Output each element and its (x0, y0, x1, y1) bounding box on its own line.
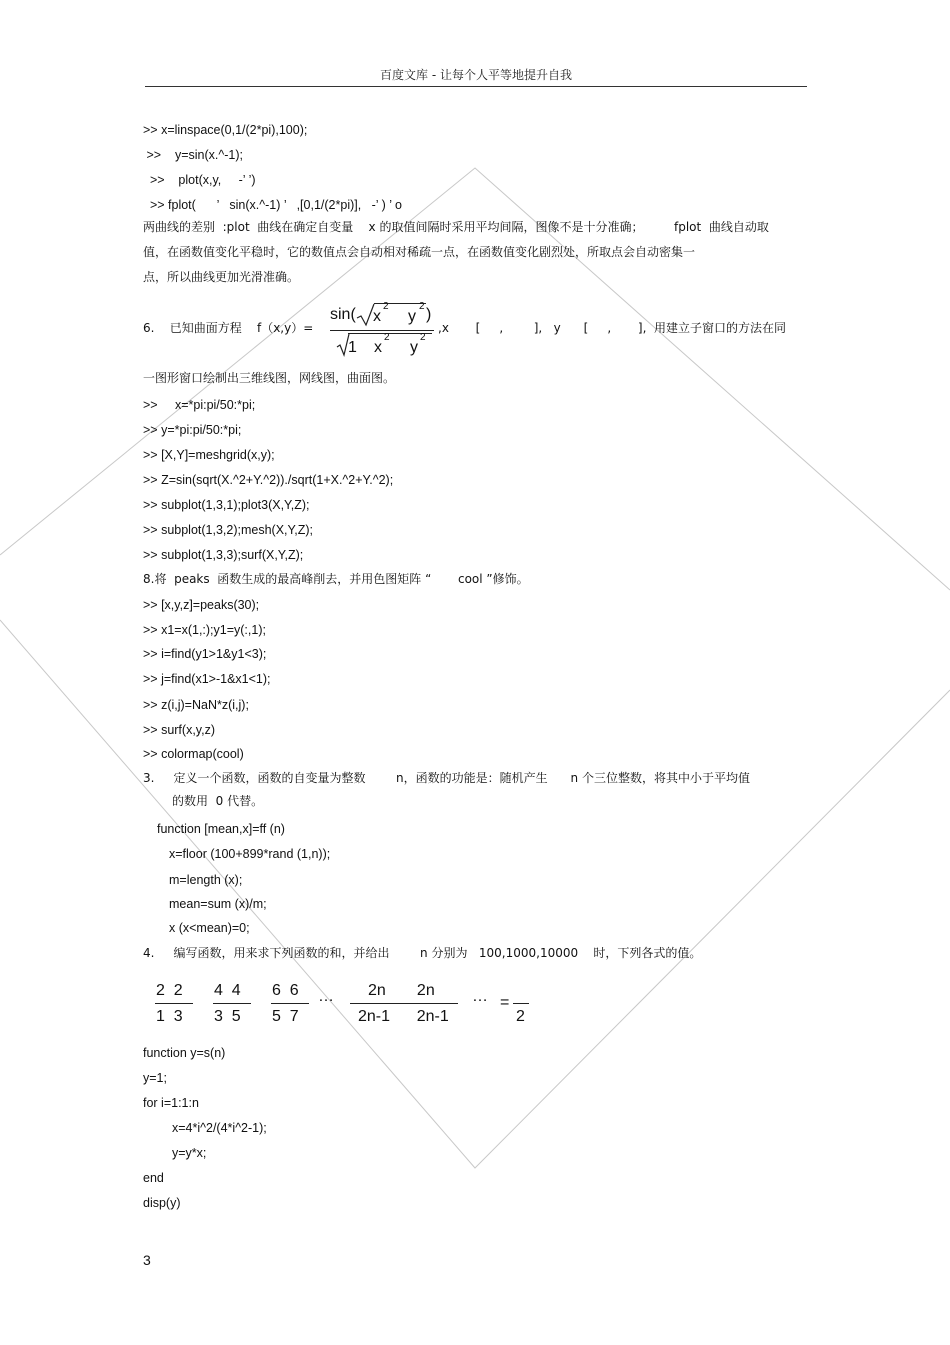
code-line: for i=1:1:n (143, 1096, 199, 1110)
code-line: >> Z=sin(sqrt(X.^2+Y.^2))./sqrt(1+X.^2+Y.^2); (143, 473, 394, 487)
header-rule (145, 86, 807, 87)
code-line: >> x=*pi:pi/50:*pi; (143, 398, 256, 412)
formula-y: y (408, 308, 416, 325)
code-line: function [mean,x]=ff (n) (157, 822, 285, 836)
code-line: disp(y) (143, 1196, 181, 1210)
fraction-numerator: 4 4 (214, 982, 241, 999)
fraction-bar (350, 1003, 458, 1004)
ellipsis: … (318, 988, 334, 1005)
problem-3-title-cont: 的数用 0 代替。 (172, 794, 264, 808)
code-line: >> [x,y,z]=peaks(30); (143, 598, 260, 612)
code-line: >> y=sin(x.^-1); (143, 148, 243, 162)
fraction-bar (330, 330, 434, 331)
code-line: >> subplot(1,3,2);mesh(X,Y,Z); (143, 523, 313, 537)
code-line: mean=sum (x)/m; (169, 897, 267, 911)
problem-6-line2: 一图形窗口绘制出三维线图，网线图，曲面图。 (143, 371, 396, 385)
formula-close-paren: ) (426, 306, 432, 323)
code-line: >> surf(x,y,z) (143, 723, 216, 737)
code-line: x=floor (100+899*rand (1,n)); (169, 847, 331, 861)
formula-sin: sin( (330, 306, 356, 323)
code-line: >> x=linspace(0,1/(2*pi),100); (143, 123, 308, 137)
code-line: >> [X,Y]=meshgrid(x,y); (143, 448, 275, 462)
page-number: 3 (143, 1252, 151, 1268)
fraction-denominator: 5 7 (272, 1008, 299, 1025)
fraction-bar (513, 1003, 529, 1004)
formula-exp: 2 (383, 301, 389, 312)
fraction-denominator: 3 5 (214, 1008, 241, 1025)
formula-exp: 2 (419, 301, 425, 312)
code-line: >> fplot( ’ sin(x.^-1) ’ ,[0,1/(2*pi)], -’ ) ’ o (143, 198, 402, 212)
fraction-numerator: 6 6 (272, 982, 299, 999)
code-line: >> j=find(x1>-1&x1<1); (143, 672, 271, 686)
problem-8-title: 8.将 peaks 函数生成的最高峰削去，并用色图矩阵 “ cool ”修饰。 (143, 572, 529, 586)
fraction-denominator: 1 3 (156, 1008, 183, 1025)
fraction-denominator: 2n-1 2n-1 (358, 1008, 449, 1025)
formula-exp: 2 (420, 332, 426, 343)
fraction-bar (155, 1003, 193, 1004)
code-line: y=y*x; (172, 1146, 207, 1160)
formula-one: 1 (348, 339, 357, 356)
formula-y: y (410, 339, 418, 356)
code-line: m=length (x); (169, 873, 243, 887)
paragraph-line: 值，在函数值变化平稳时，它的数值点会自动相对稀疏一点，在函数值变化剧烈处，所取点会自动密集一 (143, 245, 696, 259)
code-line: x (x<mean)=0; (169, 921, 250, 935)
page-header: 百度文库 - 让每个人平等地提升自我 (380, 68, 572, 82)
code-line: >> plot(x,y, -’ ’) (143, 173, 256, 187)
code-line: function y=s(n) (143, 1046, 226, 1060)
code-line: >> z(i,j)=NaN*z(i,j); (143, 698, 249, 712)
fraction-bar (271, 1003, 309, 1004)
code-line: x=4*i^2/(4*i^2-1); (172, 1121, 267, 1135)
code-line: >> y=*pi:pi/50:*pi; (143, 423, 242, 437)
fraction-numerator: 2 2 (156, 982, 183, 999)
paragraph-line: 点，所以曲线更加光滑准确。 (143, 270, 300, 284)
code-line: >> x1=x(1,:);y1=y(:,1); (143, 623, 266, 637)
code-line: >> i=find(y1>1&y1<3); (143, 647, 267, 661)
code-line: end (143, 1171, 164, 1185)
code-line: >> subplot(1,3,3);surf(X,Y,Z); (143, 548, 304, 562)
code-line: >> colormap(cool) (143, 747, 244, 761)
code-line: >> subplot(1,3,1);plot3(X,Y,Z); (143, 498, 310, 512)
fraction-denominator: 2 (516, 1008, 525, 1025)
problem-6-tail: ,x [ , ], y [ , ], 用建立子窗口的方法在同 (438, 321, 787, 335)
paragraph-line: 两曲线的差别 :plot 曲线在确定自变量 x 的取值间隔时采用平均间隔，图像不是十分准确； fplot 曲线自动取 (143, 220, 769, 234)
problem-3-title: 3. 定义一个函数，函数的自变量为整数 n，函数的功能是：随机产生 n 个三位整数，将其中小于平均值 (143, 771, 750, 785)
fraction-numerator: 2n 2n (368, 982, 435, 999)
fraction-bar (213, 1003, 251, 1004)
code-line: y=1; (143, 1071, 167, 1085)
problem-4-title: 4. 编写函数，用来求下列函数的和，并给出 n 分别为 100,1000,10000 时，下列各式的值。 (143, 946, 702, 960)
formula-exp: 2 (384, 332, 390, 343)
formula-x: x (373, 308, 381, 325)
equals-sign: = (500, 994, 510, 1011)
formula-x: x (374, 339, 382, 356)
problem-6-lead: 6. 已知曲面方程 f（x,y）= (143, 321, 314, 335)
ellipsis: … (472, 988, 488, 1005)
